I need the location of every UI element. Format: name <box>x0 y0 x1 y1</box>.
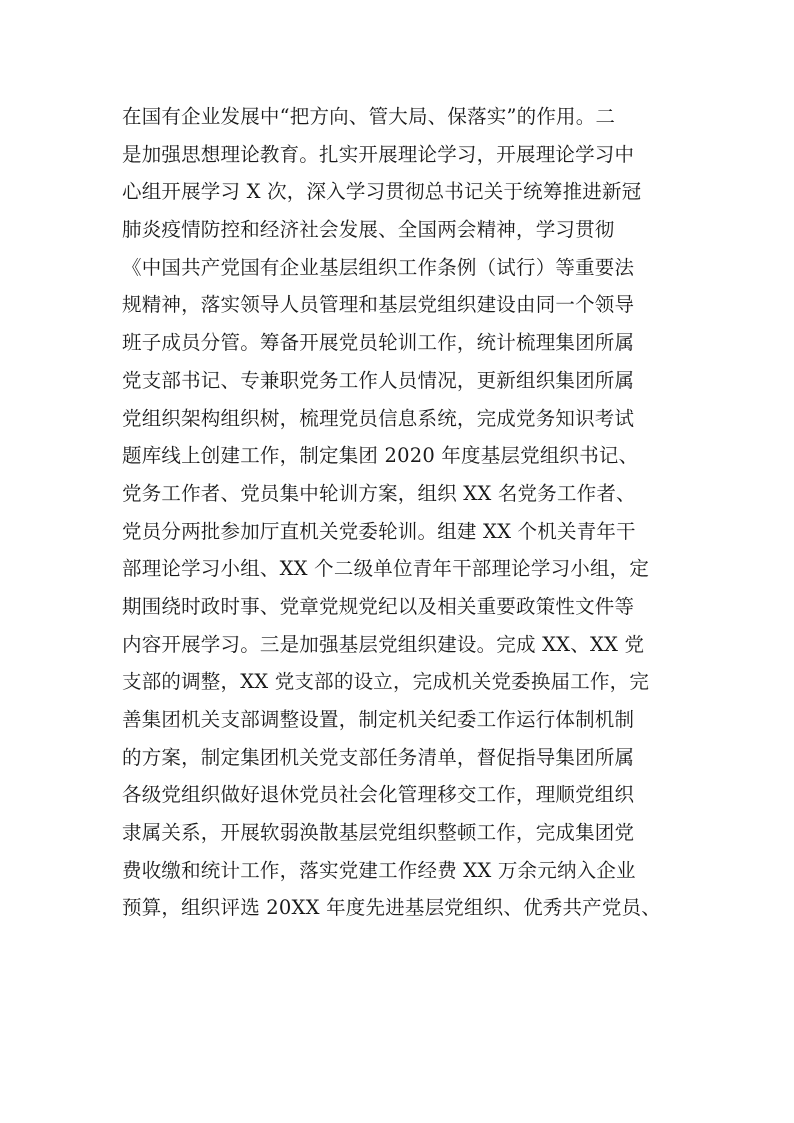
text-line: 的方案，制定集团机关党支部任务清单，督促指导集团所属 <box>122 745 635 769</box>
text-line: 各级党组织做好退休党员社会化管理移交工作，理顺党组织 <box>122 783 635 807</box>
text-line: 费收缴和统计工作，落实党建工作经费 XX 万余元纳入企业 <box>122 858 636 882</box>
text-line: 部理论学习小组、XX 个二级单位青年干部理论学习小组，定 <box>122 557 650 581</box>
text-line: 党员分两批参加厅直机关党委轮训。组建 XX 个机关青年干 <box>122 519 636 543</box>
text-line: 班子成员分管。筹备开展党员轮训工作，统计梳理集团所属 <box>122 331 635 355</box>
text-line: 题库线上创建工作，制定集团 2020 年度基层党组织书记、 <box>122 444 639 468</box>
text-line: 内容开展学习。三是加强基层党组织建设。完成 XX、XX 党 <box>122 632 645 656</box>
text-line: 党支部书记、专兼职党务工作人员情况，更新组织集团所属 <box>122 368 635 392</box>
text-line: 心组开展学习 X 次，深入学习贯彻总书记关于统筹推进新冠 <box>122 180 642 204</box>
text-line: 是加强思想理论教育。扎实开展理论学习，开展理论学习中 <box>122 142 635 166</box>
text-line: 《中国共产党国有企业基层组织工作条例（试行）等重要法 <box>122 255 635 279</box>
text-line: 隶属关系，开展软弱涣散基层党组织整顿工作，完成集团党 <box>122 821 635 845</box>
text-line: 肺炎疫情防控和经济社会发展、全国两会精神，学习贯彻 <box>122 218 615 242</box>
text-line: 预算，组织评选 20XX 年度先进基层党组织、优秀共产党员、 <box>122 896 661 920</box>
text-line: 规精神，落实领导人员管理和基层党组织建设由同一个领导 <box>122 293 635 317</box>
text-line: 党组织架构组织树，梳理党员信息系统，完成党务知识考试 <box>122 406 635 430</box>
text-line: 善集团机关支部调整设置，制定机关纪委工作运行体制机制 <box>122 708 635 731</box>
text-line: 支部的调整，XX 党支部的设立，完成机关党委换届工作，完 <box>122 670 650 694</box>
text-line: 期围绕时政时事、党章党规党纪以及相关重要政策性文件等 <box>122 594 635 618</box>
text-line: 党务工作者、党员集中轮训方案，组织 XX 名党务工作者、 <box>122 481 636 505</box>
body-paragraph <box>122 98 682 927</box>
text-line: 在国有企业发展中“把方向、管大局、保落实”的作用。二 <box>122 105 616 128</box>
